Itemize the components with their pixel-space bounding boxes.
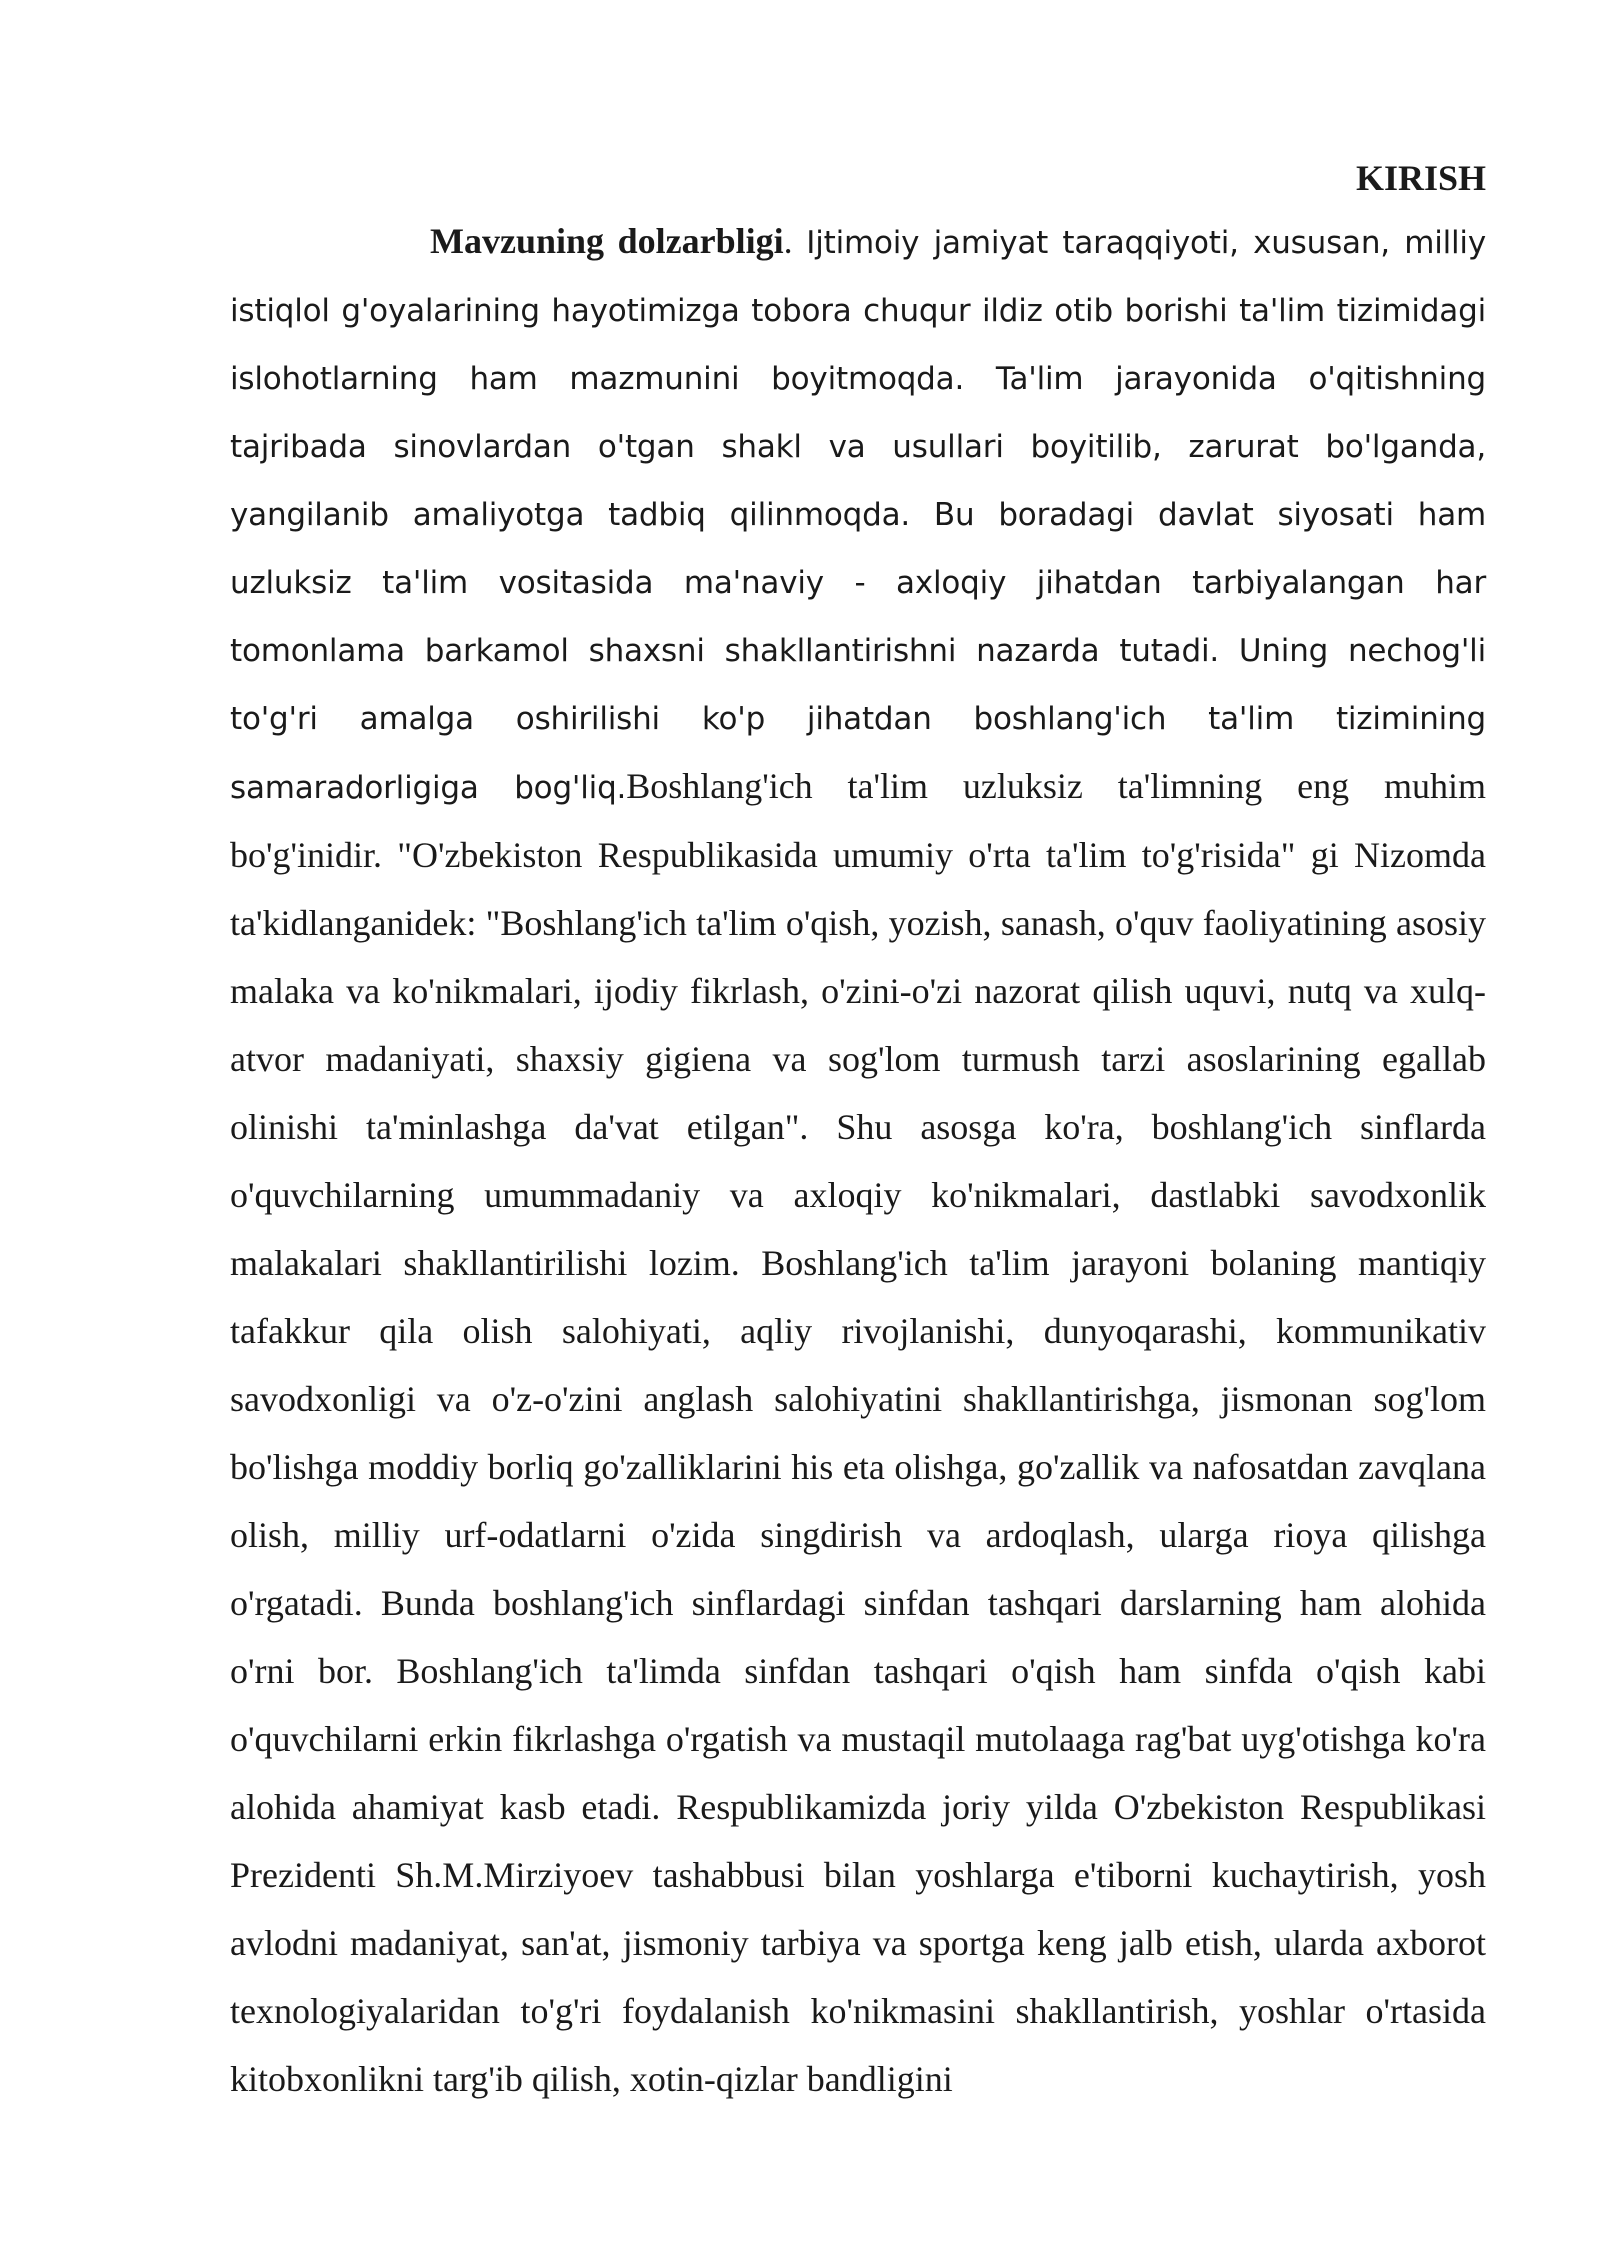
document-body	[230, 148, 1486, 2114]
paragraph-text-sans: Ijtimoiy jamiyat taraqqiyoti, xususan, milliy istiqlol g'oyalarining hayotimizga tobora chuqur ildiz otib borishi ta'lim tizimidagi islohotlarning ham mazmunini boyitmoqda. Ta'lim jarayonida o'qitishning tajribada sinovlardan o'tgan shakl va usullari boyitilib, zarurat bo'lganda, yangilanib amaliyotga tadbiq qilinmoqda. Bu boradagi davlat siyosati ham uzluksiz ta'lim vositasida ma'naviy - axloqiy jihatdan tarbiyalangan har tomonlama barkamol shaxsni shakllantirishni nazarda tutadi. Uning nechog'li to'g'ri amalga oshirilishi ko'p jihatdan boshlang'ich ta'lim tizimining samaradorligiga bog'liq.	[230, 225, 1486, 806]
paragraph-text-serif: Boshlang'ich ta'lim uzluksiz ta'limning eng muhim bo'g'inidir. "O'zbekiston Respublikasida umumiy o'rta ta'lim to'g'risida" gi Nizomda ta'kidlanganidek: "Boshlang'ich ta'lim o'qish, yozish, sanash, o'quv faoliyatining asosiy malaka va ko'nikmalari, ijodiy fikrlash, o'zini-o'zi nazorat qilish uquvi, nutq va xulq-atvor madaniyati, shaxsiy gigiena va sog'lom turmush tarzi asoslarining egallab olinishi ta'minlashga da'vat etilgan". Shu asosga ko'ra, boshlang'ich sinflarda o'quvchilarning umummadaniy va axloqiy ko'nikmalari, dastlabki savodxonlik malakalari shakllantirilishi lozim. Boshlang'ich ta'lim jarayoni bolaning mantiqiy tafakkur qila olish salohiyati, aqliy rivojlanishi, dunyoqarashi, kommunikativ savodxonligi va o'z-o'zini anglash salohiyatini shakllantirishga, jismonan sog'lom bo'lishga moddiy borliq go'zalliklarini his eta olishga, go'zallik va nafosatdan zavqlana olish, milliy urf-odatlarni o'zida singdirish va ardoqlash, ularga rioya qilishga o'rgatadi. Bunda boshlang'ich sinflardagi sinfdan tashqari darslarning ham alohida o'rni bor. Boshlang'ich ta'limda sinfdan tashqari o'qish ham sinfda o'qish kabi o'quvchilarni erkin fikrlashga o'rgatish va mustaqil mutolaaga rag'bat uyg'otishga ko'ra alohida ahamiyat kasb etadi. Respublikamizda joriy yilda O'zbekiston Respublikasi Prezidenti Sh.M.Mirziyoev tashabbusi bilan yoshlarga e'tiborni kuchaytirish, yosh avlodni madaniyat, san'at, jismoniy tarbiya va sportga keng jalb etish, ularda axborot texnologiyalaridan to'g'ri foydalanish ko'nikmasini shakllantirish, yoshlar o'rtasida kitobxonlikni targ'ib qilish, xotin-qizlar bandligini	[230, 766, 1486, 2099]
body-paragraph	[230, 208, 1486, 2114]
lead-period: .	[783, 221, 807, 261]
section-heading: KIRISH	[1355, 158, 1486, 198]
lead-term: Mavzuning dolzarbligi	[430, 221, 784, 261]
